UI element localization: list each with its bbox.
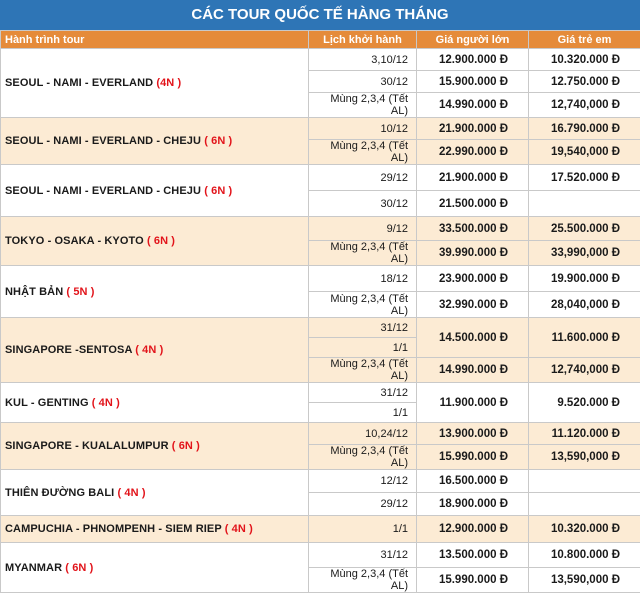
tour-name: KUL - GENTING <box>5 396 89 409</box>
tour-price-table <box>0 30 640 593</box>
adult-price-cell: 33.500.000 Đ <box>417 217 529 241</box>
table-body <box>1 49 640 593</box>
departure-date-cell: 1/1 <box>309 403 417 423</box>
child-price-cell: 28,040,000 Đ <box>529 292 640 318</box>
adult-price-cell: 15.900.000 Đ <box>417 71 529 93</box>
tour-name-cell <box>1 383 309 423</box>
adult-price-cell: 23.900.000 Đ <box>417 266 529 292</box>
tour-duration: ( 4N ) <box>135 344 164 356</box>
tour-name-cell <box>1 318 309 383</box>
tour-name-cell <box>1 470 309 516</box>
tour-duration: ( 4N ) <box>224 523 253 535</box>
tour-duration: ( 4N ) <box>117 486 146 499</box>
tour-name-cell <box>1 217 309 266</box>
table-row <box>1 266 640 292</box>
tour-name-cell <box>1 118 309 165</box>
table-row <box>1 217 640 241</box>
table-row <box>1 318 640 338</box>
tour-duration: ( 6N ) <box>204 184 233 197</box>
departure-date-cell: 31/12 <box>309 543 417 568</box>
departure-date-cell: 30/12 <box>309 71 417 93</box>
column-header-adult: Giá người lớn <box>417 31 529 49</box>
departure-date-cell: 10/12 <box>309 118 417 140</box>
tour-name: SEOUL - NAMI - EVERLAND - CHEJU <box>5 184 202 197</box>
departure-date-cell: 29/12 <box>309 165 417 191</box>
tour-duration: ( 6N ) <box>146 235 176 247</box>
table-row <box>1 543 640 568</box>
departure-date-cell: 31/12 <box>309 318 417 338</box>
adult-price-cell: 11.900.000 Đ <box>417 383 529 423</box>
tour-duration: ( 6N ) <box>171 440 200 452</box>
adult-price-cell: 12.900.000 Đ <box>417 49 529 71</box>
departure-date-cell: Mùng 2,3,4 (Tết AL) <box>309 358 417 383</box>
adult-price-cell: 18.900.000 Đ <box>417 493 529 516</box>
child-price-cell: 13,590,000 Đ <box>529 568 640 593</box>
child-price-cell: 13,590,000 Đ <box>529 445 640 470</box>
table-row <box>1 423 640 445</box>
adult-price-cell: 15.990.000 Đ <box>417 568 529 593</box>
tour-name-cell <box>1 543 309 593</box>
adult-price-cell: 14.500.000 Đ <box>417 318 529 358</box>
adult-price-cell: 12.900.000 Đ <box>417 516 529 543</box>
child-price-cell: 25.500.000 Đ <box>529 217 640 241</box>
child-price-cell: 9.520.000 Đ <box>529 383 640 423</box>
child-price-cell: 12,740,000 Đ <box>529 93 640 118</box>
tour-duration: ( 6N ) <box>65 561 94 574</box>
tour-name: SEOUL - NAMI - EVERLAND <box>5 77 154 89</box>
child-price-cell: 11.600.000 Đ <box>529 318 640 358</box>
departure-date-cell: 1/1 <box>309 516 417 543</box>
departure-date-cell: 3,10/12 <box>309 49 417 71</box>
adult-price-cell: 13.500.000 Đ <box>417 543 529 568</box>
departure-date-cell: Mùng 2,3,4 (Tết AL) <box>309 140 417 165</box>
child-price-cell: 10.320.000 Đ <box>529 516 640 543</box>
tour-name-cell <box>1 49 309 118</box>
table-row <box>1 470 640 493</box>
table-row <box>1 383 640 403</box>
child-price-cell: 33,990,000 Đ <box>529 241 640 266</box>
column-header-date: Lịch khởi hành <box>309 31 417 49</box>
departure-date-cell: 18/12 <box>309 266 417 292</box>
table-row <box>1 516 640 543</box>
child-price-cell: 19,540,000 Đ <box>529 140 640 165</box>
child-price-cell: 17.520.000 Đ <box>529 165 640 191</box>
departure-date-cell: Mùng 2,3,4 (Tết AL) <box>309 445 417 470</box>
tour-name: SINGAPORE -SENTOSA <box>5 344 133 356</box>
adult-price-cell: 15.990.000 Đ <box>417 445 529 470</box>
adult-price-cell: 16.500.000 Đ <box>417 470 529 493</box>
adult-price-cell: 32.990.000 Đ <box>417 292 529 318</box>
departure-date-cell: 9/12 <box>309 217 417 241</box>
child-price-cell <box>529 191 640 217</box>
adult-price-cell: 21.900.000 Đ <box>417 118 529 140</box>
table-header-row <box>1 31 640 49</box>
tour-name: NHẬT BẢN <box>5 285 64 298</box>
departure-date-cell: 10,24/12 <box>309 423 417 445</box>
child-price-cell: 10.320.000 Đ <box>529 49 640 71</box>
tour-duration: ( 4N ) <box>91 396 120 409</box>
departure-date-cell: Mùng 2,3,4 (Tết AL) <box>309 241 417 266</box>
tour-name: CAMPUCHIA - PHNOMPENH - SIEM RIEP <box>5 523 222 535</box>
child-price-cell: 19.900.000 Đ <box>529 266 640 292</box>
adult-price-cell: 14.990.000 Đ <box>417 93 529 118</box>
departure-date-cell: Mùng 2,3,4 (Tết AL) <box>309 568 417 593</box>
tour-duration: ( 5N ) <box>66 285 95 298</box>
tour-name-cell <box>1 266 309 318</box>
tour-name: TOKYO - OSAKA - KYOTO <box>5 235 144 247</box>
child-price-cell <box>529 470 640 493</box>
column-header-child: Giá trẻ em <box>529 31 640 49</box>
departure-date-cell: 30/12 <box>309 191 417 217</box>
child-price-cell: 11.120.000 Đ <box>529 423 640 445</box>
column-header-tour: Hành trình tour <box>1 31 309 49</box>
adult-price-cell: 21.500.000 Đ <box>417 191 529 217</box>
table-row <box>1 165 640 191</box>
departure-date-cell: 29/12 <box>309 493 417 516</box>
departure-date-cell: 12/12 <box>309 470 417 493</box>
adult-price-cell: 39.990.000 Đ <box>417 241 529 266</box>
adult-price-cell: 21.900.000 Đ <box>417 165 529 191</box>
tour-name-cell <box>1 516 309 543</box>
page-title: CÁC TOUR QUỐC TẾ HÀNG THÁNG <box>0 0 640 30</box>
child-price-cell <box>529 493 640 516</box>
child-price-cell: 12.750.000 Đ <box>529 71 640 93</box>
table-row <box>1 49 640 71</box>
tour-name-cell <box>1 423 309 470</box>
departure-date-cell: Mùng 2,3,4 (Tết AL) <box>309 93 417 118</box>
tour-duration: (4N ) <box>156 77 182 89</box>
tour-name: SEOUL - NAMI - EVERLAND - CHEJU <box>5 135 202 147</box>
tour-name: SINGAPORE - KUALALUMPUR <box>5 440 169 452</box>
tour-name: MYANMAR <box>5 561 63 574</box>
table-row <box>1 118 640 140</box>
departure-date-cell: Mùng 2,3,4 (Tết AL) <box>309 292 417 318</box>
adult-price-cell: 13.900.000 Đ <box>417 423 529 445</box>
tour-name-cell <box>1 165 309 217</box>
adult-price-cell: 14.990.000 Đ <box>417 358 529 383</box>
tour-duration: ( 6N ) <box>204 135 233 147</box>
departure-date-cell: 1/1 <box>309 338 417 358</box>
child-price-cell: 12,740,000 Đ <box>529 358 640 383</box>
adult-price-cell: 22.990.000 Đ <box>417 140 529 165</box>
tour-name: THIÊN ĐƯỜNG BALI <box>5 486 115 499</box>
departure-date-cell: 31/12 <box>309 383 417 403</box>
child-price-cell: 16.790.000 Đ <box>529 118 640 140</box>
child-price-cell: 10.800.000 Đ <box>529 543 640 568</box>
